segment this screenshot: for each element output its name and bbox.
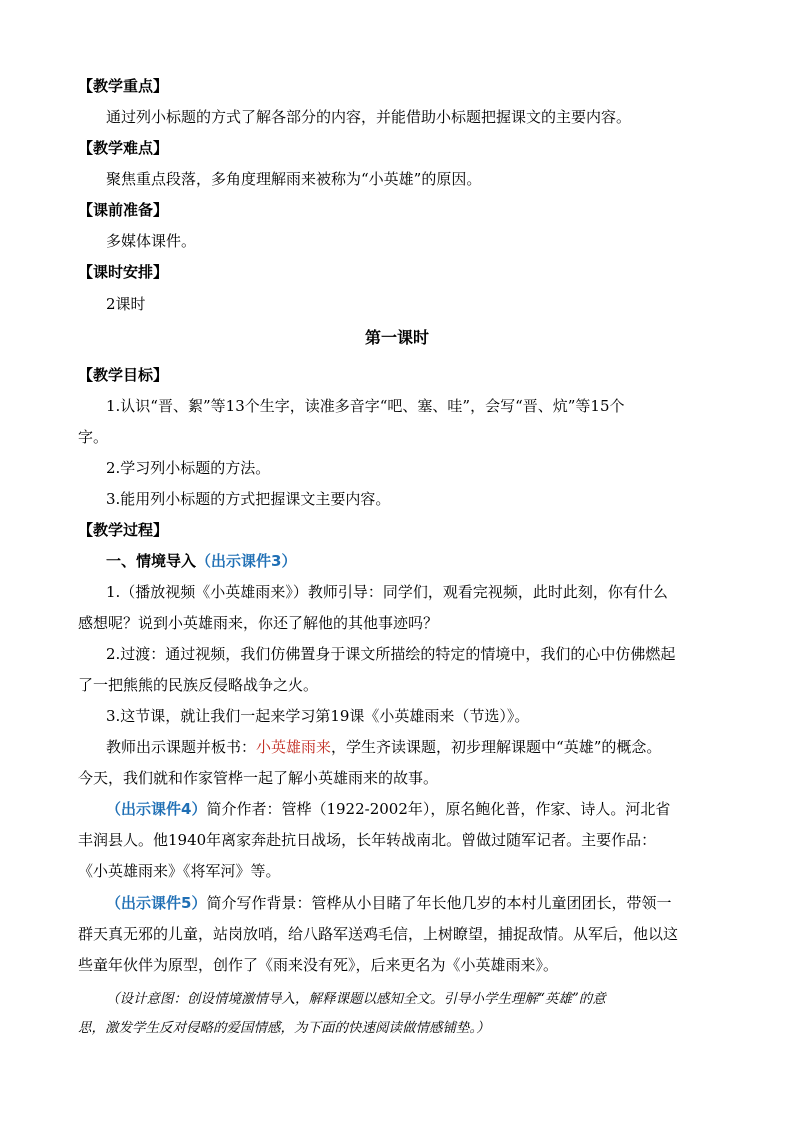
design-intent-line-2: 思，激发学生反对侵略的爱国情感，为下面的快速阅读做情感铺垫。）	[78, 1020, 490, 1036]
courseware-tag: （出示课件4）	[106, 800, 207, 818]
paragraph-4-line-2: 今天，我们就和作家管桦一起了解小英雄雨来的故事。	[78, 769, 439, 787]
goal-item-3: 3.能用列小标题的方式把握课文主要内容。	[106, 490, 391, 508]
paragraph-2-line-1: 2.过渡：通过视频，我们仿佛置身于课文所描绘的特定的情境中，我们的心中仿佛燃起	[106, 645, 676, 663]
board-title-highlight: 小英雄雨来	[256, 738, 332, 756]
goals-heading: 【教学目标】	[78, 366, 169, 384]
focus-heading: 【教学重点】	[78, 77, 169, 95]
schedule-heading: 【课时安排】	[78, 263, 169, 281]
paragraph-5-line-1	[106, 799, 670, 819]
paragraph-4-pre: 教师出示课题并板书：	[106, 738, 257, 756]
process-heading: 【教学过程】	[78, 521, 169, 539]
goal-item-2: 2.学习列小标题的方法。	[106, 459, 271, 477]
section-1-title: 一、情境导入	[106, 552, 197, 570]
paragraph-5-text: 简介作者：管桦（1922-2002年），原名鲍化普，作家、诗人。河北省	[206, 800, 671, 818]
paragraph-3: 3.这节课，就让我们一起来学习第19课《小英雄雨来（节选）》。	[106, 707, 530, 725]
lesson-title: 第一课时	[364, 328, 429, 347]
preparation-text: 多媒体课件。	[106, 232, 197, 250]
goal-item-1: 1.认识“晋、絮”等13个生字，读准多音字“吧、塞、哇”，会写“晋、炕”等15个	[106, 397, 625, 415]
courseware-tag: （出示课件3）	[196, 552, 297, 570]
focus-text: 通过列小标题的方式了解各部分的内容，并能借助小标题把握课文的主要内容。	[106, 108, 632, 126]
difficulty-text: 聚焦重点段落，多角度理解雨来被称为“小英雄”的原因。	[106, 170, 482, 188]
schedule-text: 2课时	[106, 295, 146, 313]
paragraph-6-line-3: 些童年伙伴为原型，创作了《雨来没有死》，后来更名为《小英雄雨来》。	[78, 956, 559, 974]
paragraph-4-post: ，学生齐读课题，初步理解课题中“英雄”的概念。	[331, 738, 662, 756]
preparation-heading: 【课前准备】	[78, 201, 169, 219]
paragraph-6-text: 简介写作背景：管桦从小目睹了年长他几岁的本村儿童团团长，带领一	[206, 894, 672, 912]
paragraph-6-line-1	[106, 893, 671, 913]
paragraph-4-line-1	[106, 737, 661, 757]
goal-item-1-cont: 字。	[78, 428, 109, 446]
paragraph-1-line-2: 感想呢？说到小英雄雨来，你还了解他的其他事迹吗？	[78, 614, 439, 632]
paragraph-6-line-2: 群天真无邪的儿童，站岗放哨，给八路军送鸡毛信，上树瞭望，捕捉敌情。从军后，他以这	[78, 925, 679, 943]
design-intent-line-1: （设计意图：创设情境激情导入，解释课题以感知全文。引导小学生理解“英雄”的意	[106, 991, 606, 1007]
paragraph-5-line-3: 《小英雄雨来》《将军河》等。	[78, 862, 281, 880]
courseware-tag: （出示课件5）	[106, 894, 207, 912]
paragraph-2-line-2: 了一把熊熊的民族反侵略战争之火。	[78, 676, 319, 694]
section-1-heading	[106, 551, 296, 571]
difficulty-heading: 【教学难点】	[78, 139, 169, 157]
paragraph-5-line-2: 丰润县人。他1940年离家奔赴抗日战场，长年转战南北。曾做过随军记者。主要作品：	[78, 831, 657, 849]
paragraph-1-line-1: 1.（播放视频《小英雄雨来》）教师引导：同学们，观看完视频，此时此刻，你有什么	[106, 583, 668, 601]
